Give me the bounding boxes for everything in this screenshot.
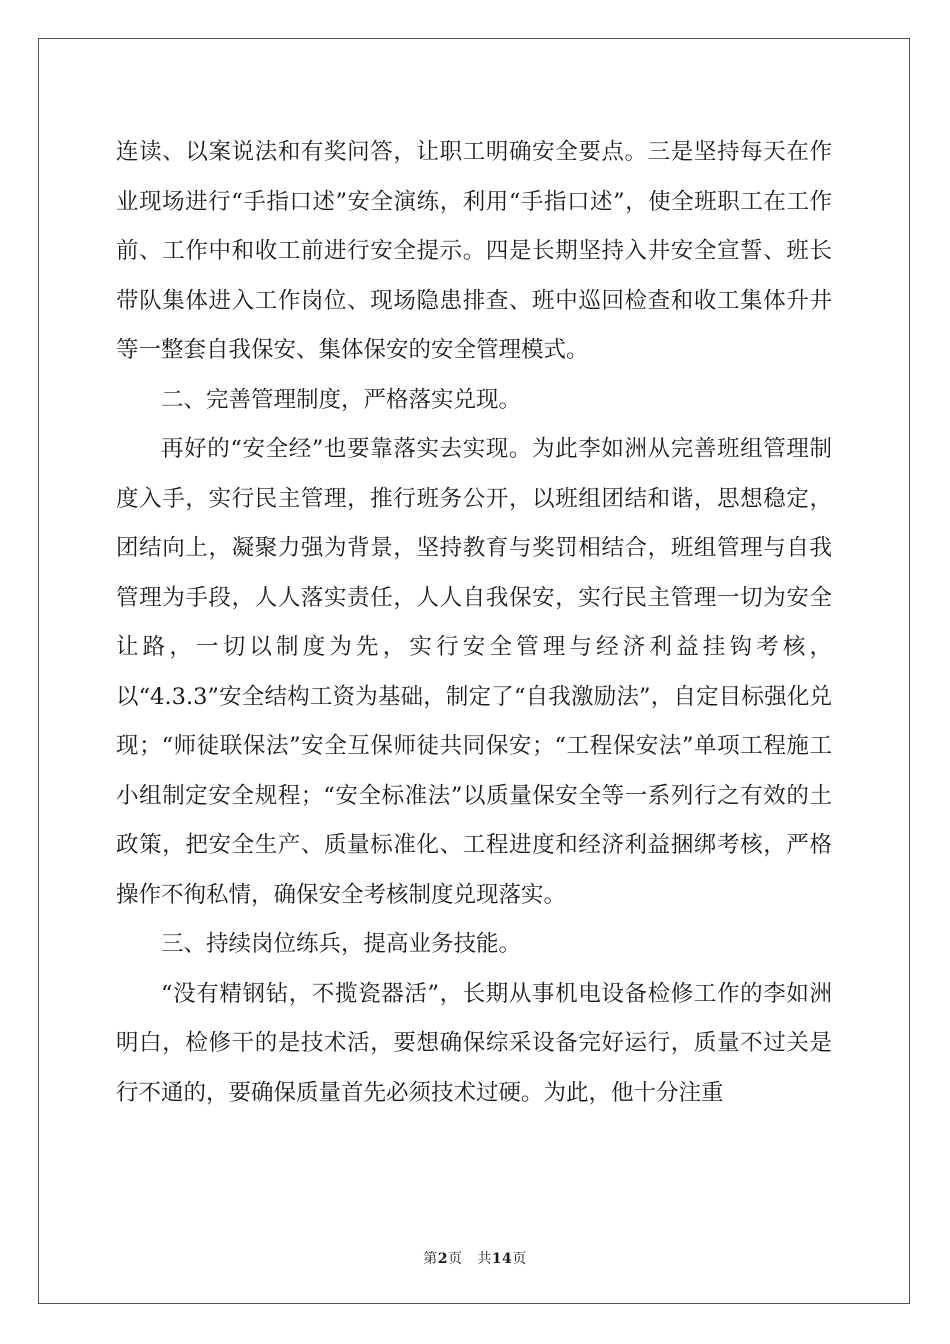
total-prefix: 共 [477, 1251, 492, 1267]
page-prefix: 第 [423, 1251, 438, 1267]
section-heading-2: 二、完善管理制度，严格落实兑现。 [161, 386, 522, 413]
total-pages: 14 [491, 1251, 513, 1267]
paragraph-3: “没有精钢钻，不揽瓷器活”，长期从事机电设备检修工作的李如洲明白，检修干的是技术活，要想确保综采设备完好运行，质量不过关是行不通的，要确保质量首先必须技术过硬。为此，他十分注重 [116, 980, 832, 1106]
section-heading-3: 三、持续岗位练兵，提高业务技能。 [161, 931, 522, 957]
total-suffix: 页 [512, 1251, 527, 1267]
page-number: 2 [437, 1251, 448, 1267]
page-suffix: 页 [447, 1251, 463, 1267]
document-body [116, 128, 832, 1118]
paragraph-1: 连读、以案说法和有奖问答，让职工明确安全要点。三是坚持每天在作业现场进行“手指口述”安全演练，利用“手指口述”，使全班职工在工作前、工作中和收工前进行安全提示。四是长期坚持入井安全宣誓、班长带队集体进入工作岗位、现场隐患排查、班中巡回检查和收工集体升井等一整套自我保安、集体保安的安全管理模式。 [116, 139, 832, 363]
paragraph-2: 再好的“安全经”也要靠落实去实现。为此李如洲从完善班组管理制度入手，实行民主管理，推行班务公开，以班组团结和谐，思想稳定，团结向上，凝聚力强为背景，坚持教育与奖罚相结合，班组管理与自我管理为手段，人人落实责任，人人自我保安，实行民主管理一切为安全让路，一切以制度为先，实行安全管理与经济利益挂钩考核，以“4.3.3”安全结构工资为基础，制定了“自我激励法”，自定目标强化兑现；“师徒联保法”安全互保师徒共同保安；“工程保安法”单项工程施工小组制定安全规程；“安全标准法”以质量保安全等一系列行之有效的土政策，把安全生产、质量标准化、工程进度和经济利益捆绑考核，严格操作不徇私情，确保安全考核制度兑现落实。 [116, 436, 832, 908]
page-footer [0, 1248, 950, 1268]
